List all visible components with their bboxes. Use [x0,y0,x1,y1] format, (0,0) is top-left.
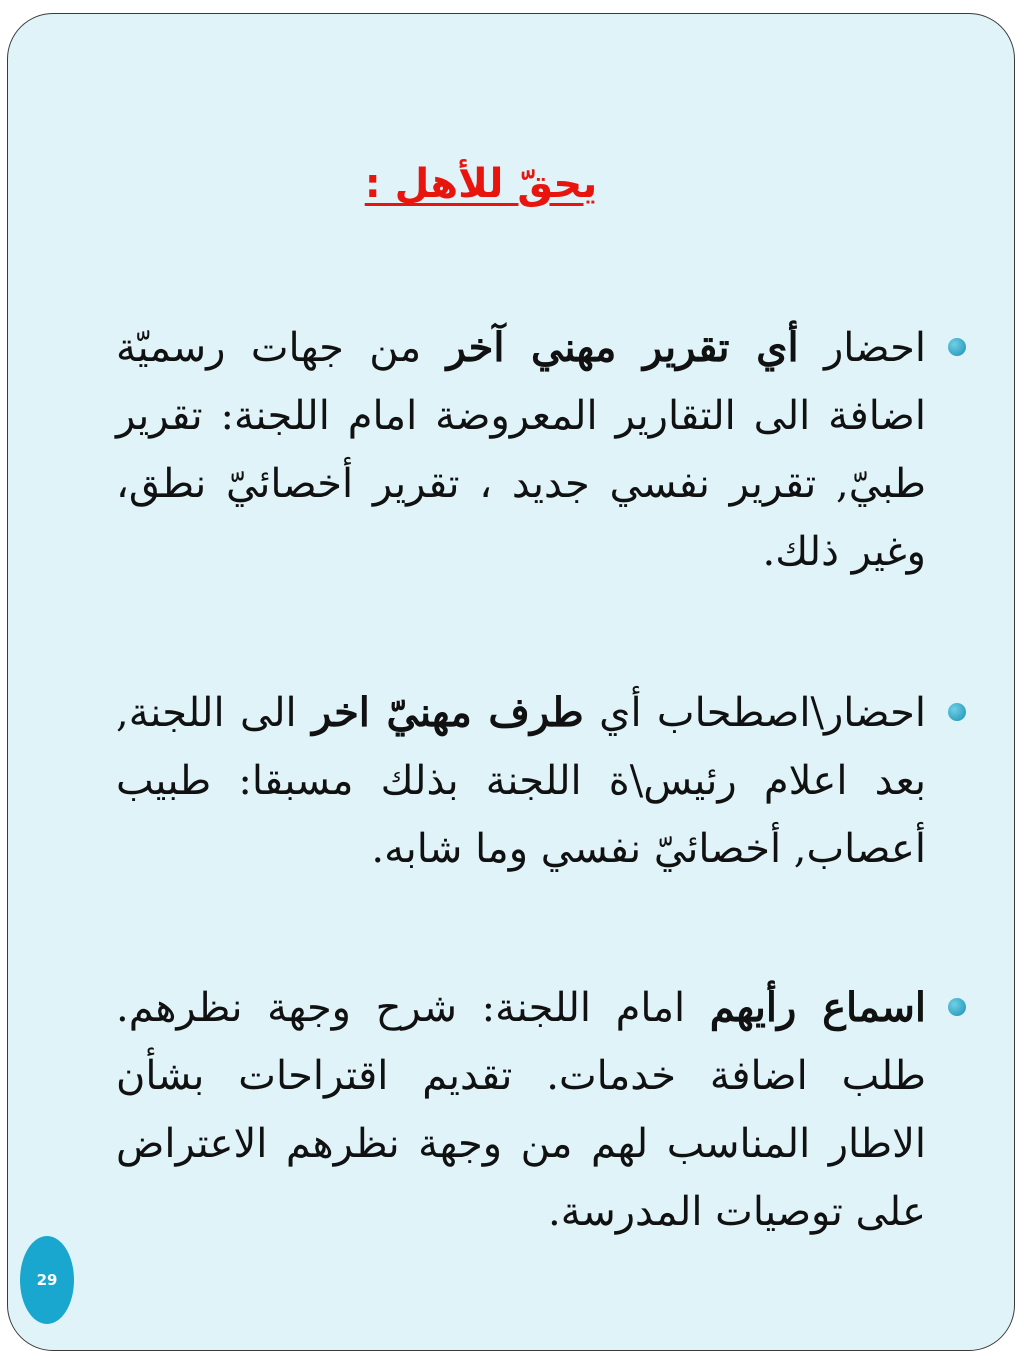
bullet-text-1 [116,325,926,575]
bullet-3-segment-bold: اسماع رأيهم [709,984,926,1031]
bullet-2-segment-1: احضار\اصطحاب أي [583,690,926,736]
slide-title: يحقّ للأهل : [364,161,598,207]
bullet-dot-icon [948,703,966,721]
bullet-item-3 [116,974,926,1246]
bullet-item-1 [116,314,926,586]
bullet-1-segment-3: من جهات رسميّة اضافة الى التقارير المعروضة امام اللجنة: تقرير طبيّ, تقرير نفسي جديد ، تقرير أخصائيّ نطق، وغير ذلك. [116,325,926,575]
bullet-dot-icon [948,998,966,1016]
bullet-item-2 [116,679,926,883]
bullet-text-2 [116,690,926,872]
bullet-dot-icon [948,338,966,356]
bullet-2-segment-3: الى اللجنة, بعد اعلام رئيس\ة اللجنة بذلك مسبقا: طبيب أعصاب, أخصائيّ نفسي وما شابه. [116,690,926,872]
bullet-text-3 [116,985,926,1235]
bullet-1-segment-1: احضار [798,325,926,371]
bullet-1-segment-bold: أي تقرير مهني آخر [446,324,799,371]
slide-panel [7,13,1015,1351]
page-number-badge: 29 [20,1236,74,1324]
bullet-3-segment-2: امام اللجنة: شرح وجهة نظرهم. طلب اضافة خدمات. تقديم اقتراحات بشأن الاطار المناسب لهم من وجهة نظرهم الاعتراض على توصيات المدرسة. [116,985,926,1235]
bullet-2-segment-bold: طرف مهنيّ اخر [312,689,584,736]
